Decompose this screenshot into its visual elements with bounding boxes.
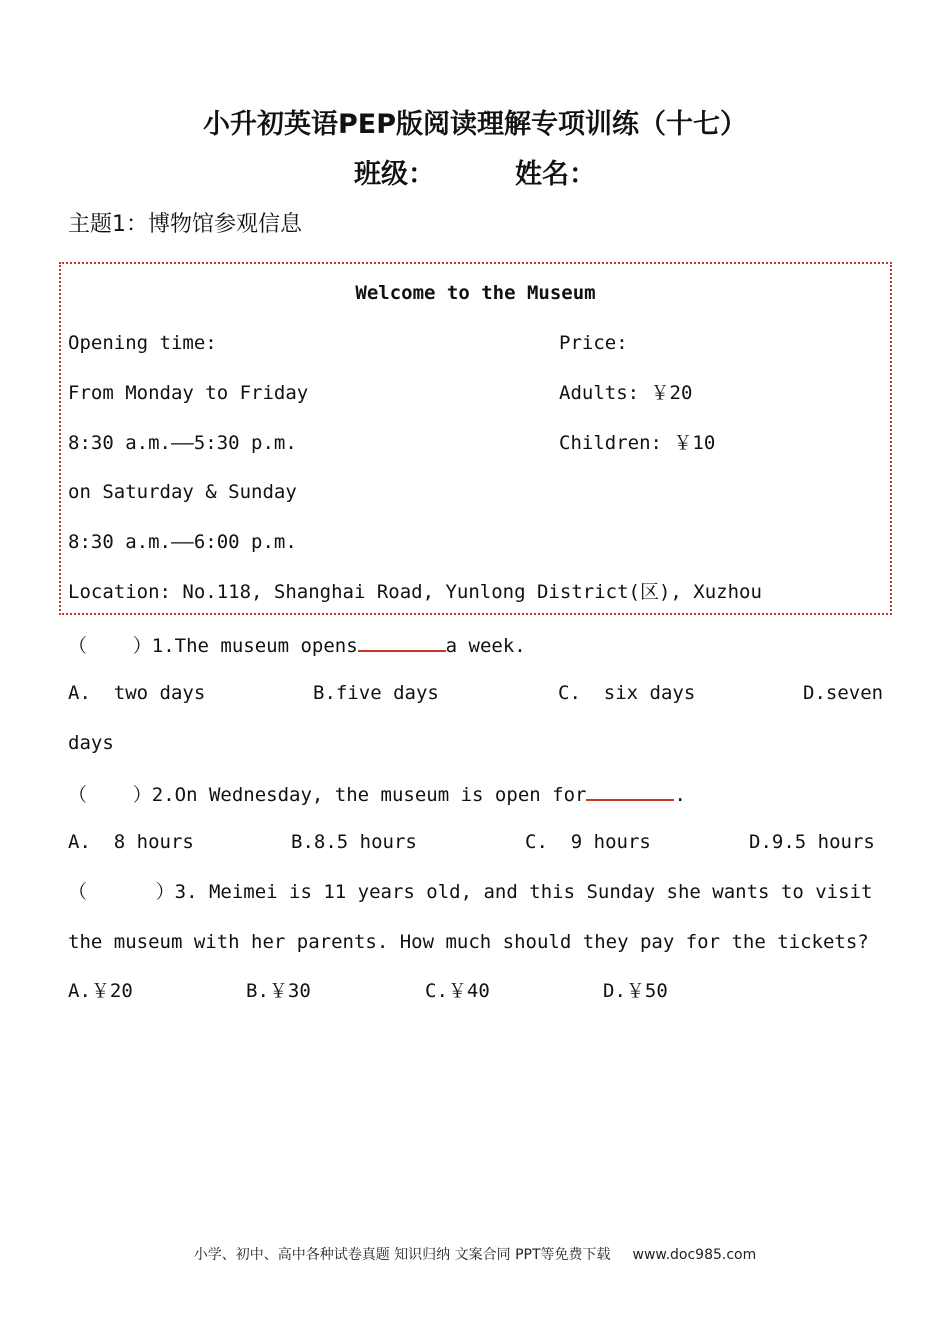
question-text-end: . (674, 784, 686, 806)
question-text-end: a week. (445, 635, 526, 657)
page-footer (0, 1244, 950, 1266)
question-text: 2.On Wednesday, the museum is open for (151, 784, 587, 806)
q2-option-d: D.9.5 hours (749, 831, 875, 853)
q3-option-b: B.￥30 (246, 980, 311, 1002)
weekend-hours: 8:30 a.m.——6:00 p.m. (68, 531, 297, 553)
q1-option-d: D.seven (803, 682, 884, 704)
question-text: 3. Meimei is 11 years old, and this Sunday she wants to visit (174, 881, 873, 903)
price-label: Price: (559, 332, 628, 354)
answer-bracket[interactable]: （ ） (68, 784, 152, 806)
question-3-stem-line-1 (68, 879, 872, 905)
q2-option-b: B.8.5 hours (291, 831, 417, 853)
name-label: 姓名： (515, 159, 596, 190)
footer-url[interactable]: www.doc985.com (632, 1247, 757, 1263)
q2-option-a: A. 8 hours (68, 831, 194, 853)
student-info-line (0, 158, 950, 192)
q1-option-d-wrap: days (68, 732, 114, 754)
question-3-stem-line-2: the museum with her parents. How much should they pay for the tickets? (68, 931, 869, 953)
answer-blank (358, 630, 446, 652)
answer-bracket[interactable]: （ ） (68, 635, 152, 657)
q1-option-a: A. two days (68, 682, 206, 704)
notice-title: Welcome to the Museum (355, 282, 596, 304)
q3-option-c: C.￥40 (425, 980, 490, 1002)
question-text: 1.The museum opens (151, 635, 358, 657)
children-price: Children: ￥10 (559, 432, 716, 454)
answer-blank (586, 779, 674, 801)
topic-heading: 主题1：博物馆参观信息 (68, 212, 302, 237)
museum-location: Location: No.118, Shanghai Road, Yunlong District(区), Xuzhou (68, 581, 762, 603)
weekday-label: From Monday to Friday (68, 382, 309, 404)
question-2-stem (68, 779, 686, 808)
page-title: 小升初英语PEP版阅读理解专项训练（十七） (202, 109, 748, 140)
adults-price: Adults: ￥20 (559, 382, 693, 404)
question-1-stem (68, 630, 526, 659)
museum-notice-box (59, 262, 892, 615)
class-label: 班级： (354, 159, 435, 190)
q1-option-c: C. six days (558, 682, 696, 704)
q3-option-a: A.￥20 (68, 980, 133, 1002)
q2-option-c: C. 9 hours (525, 831, 651, 853)
opening-time-label: Opening time: (68, 332, 217, 354)
weekday-hours: 8:30 a.m.——5:30 p.m. (68, 432, 297, 454)
weekend-label: on Saturday & Sunday (68, 481, 297, 503)
answer-bracket[interactable]: （ ） (68, 881, 175, 903)
q3-option-d: D.￥50 (603, 980, 668, 1002)
footer-text: 小学、初中、高中各种试卷真题 知识归纳 文案合同 PPT等免费下载 (193, 1247, 611, 1263)
q1-option-b: B.five days (313, 682, 439, 704)
